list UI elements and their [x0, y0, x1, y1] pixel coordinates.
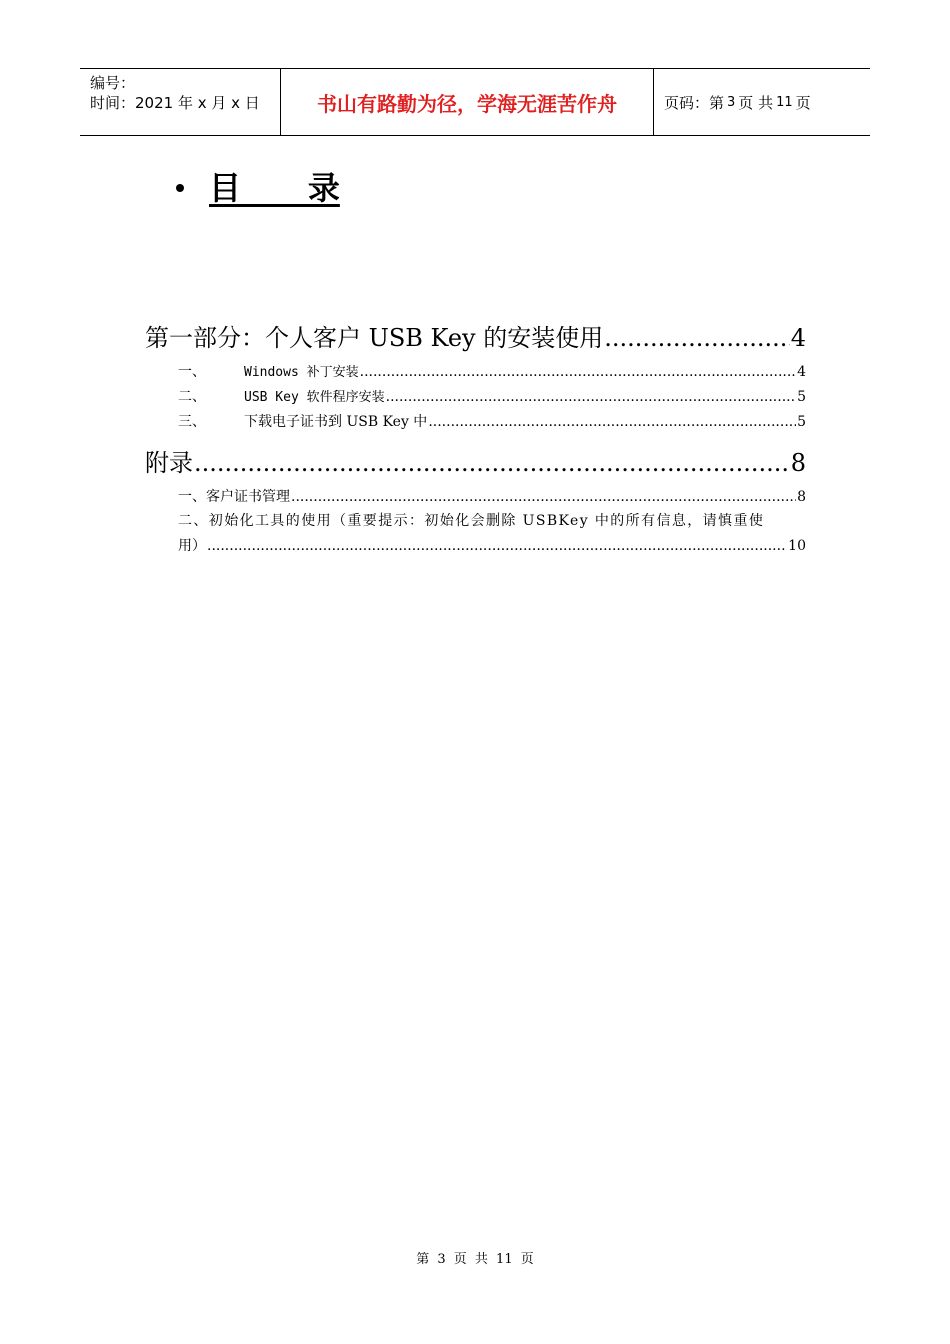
- toc-heading: [176, 163, 340, 209]
- toc-entry-init-tool-line1[interactable]: [145, 510, 806, 530]
- toc-leader-dots: [291, 489, 796, 505]
- date-label: 时间：2021 年 x 月 x 日: [90, 94, 260, 112]
- toc-entry-page: 4: [797, 364, 806, 380]
- toc-entry-label: USB Key 软件程序安装: [244, 390, 385, 405]
- toc-entry-label: 第一部分：个人客户 USB Key 的安装使用: [145, 324, 604, 352]
- toc-title: 目 录: [209, 169, 340, 207]
- toc-entry-number: 一、: [178, 364, 206, 380]
- toc-entry-windows-patch[interactable]: [145, 361, 806, 381]
- toc-entry-label-continued: 用）: [178, 538, 206, 554]
- toc-entry-usbkey-software[interactable]: [145, 386, 806, 406]
- toc-entry-label: 附录: [145, 449, 193, 477]
- header-info-cell: [80, 69, 281, 135]
- page-total: 11: [776, 94, 793, 110]
- toc-entry-page: 8: [797, 489, 806, 505]
- toc-entry-label: 一、客户证书管理: [178, 489, 290, 505]
- toc-leader-dots: [360, 364, 796, 380]
- header-motto: 书山有路勤为径，学海无涯苦作舟: [281, 69, 654, 135]
- toc-entry-cert-management[interactable]: [145, 486, 806, 506]
- page-footer: 第 3 页 共 11 页: [416, 1252, 534, 1267]
- toc-entry-page: 8: [790, 449, 806, 477]
- toc-leader-dots: [194, 449, 790, 477]
- toc-entry-page: 5: [797, 414, 806, 430]
- toc-entry-number: 三、: [178, 414, 206, 430]
- number-label: 编号：: [90, 74, 136, 92]
- page-current: 3: [727, 94, 736, 110]
- toc-entry-label: Windows 补丁安装: [244, 365, 359, 380]
- toc-entry-label: 二、初始化工具的使用（重要提示：初始化会删除 USBKey 中的所有信息，请慎重使: [178, 513, 765, 529]
- toc-entry-number: 二、: [178, 389, 206, 405]
- page-mid: 页 共: [738, 93, 774, 112]
- page-header: [80, 68, 870, 136]
- toc-entry-page: 10: [788, 538, 806, 554]
- toc-entry-appendix[interactable]: [145, 443, 806, 478]
- toc-leader-dots: [604, 324, 789, 352]
- page-prefix: 页码：第: [664, 93, 725, 112]
- toc-entry-page: 5: [797, 389, 806, 405]
- toc-entry-download-cert[interactable]: [145, 411, 806, 431]
- toc-leader-dots: [207, 538, 787, 554]
- toc-leader-dots: [386, 389, 796, 405]
- toc-leader-dots: [428, 414, 796, 430]
- header-page-indicator: [654, 69, 870, 135]
- toc-entry-label: 下载电子证书到 USB Key 中: [244, 414, 428, 430]
- toc-entry-page: 4: [790, 324, 806, 352]
- page-suffix: 页: [795, 93, 811, 112]
- toc-entry-part-one[interactable]: [145, 318, 806, 353]
- bullet-icon: [176, 184, 184, 192]
- toc-entry-init-tool-line2[interactable]: [145, 535, 806, 555]
